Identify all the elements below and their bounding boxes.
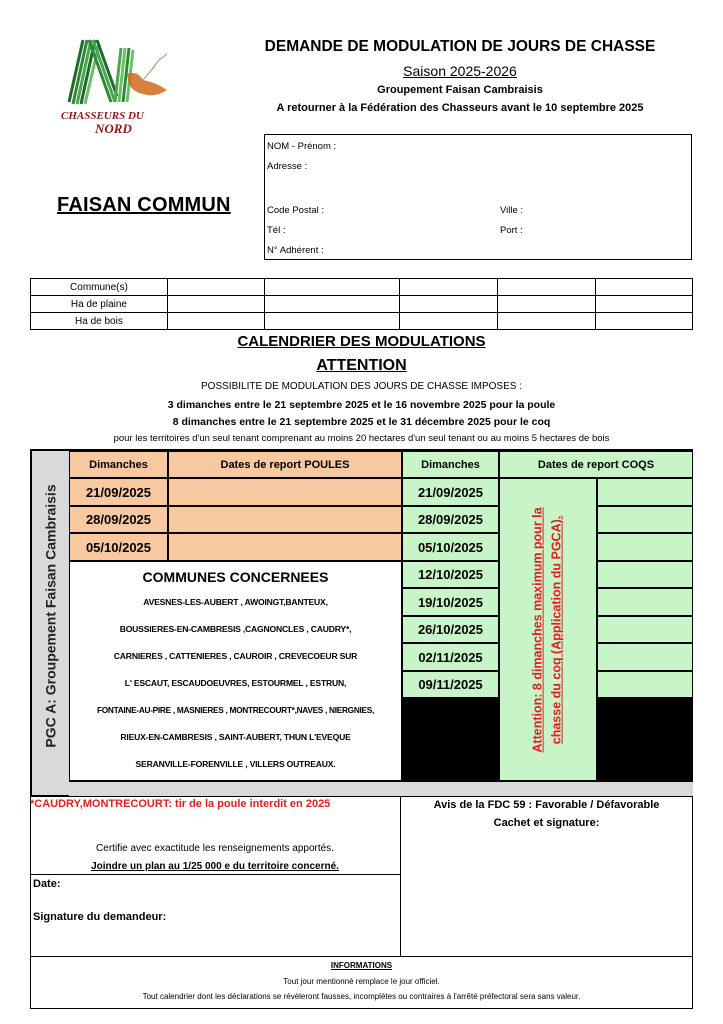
- calendar-title: CALENDRIER DES MODULATIONS: [237, 333, 486, 350]
- gray-bar: [69, 781, 693, 796]
- communes-line: L' ESCAUT, ESCAUDOEUVRES, ESTOURMEL , ESTRUN,: [124, 678, 347, 688]
- poule-report-input[interactable]: [168, 506, 402, 533]
- possibility-text: POSSIBILITE DE MODULATION DES JOURS DE CHASSE IMPOSES :: [201, 381, 522, 392]
- side-label: PGC A: Groupement Faisan Cambraisis: [42, 484, 59, 748]
- coq-report-input[interactable]: [597, 533, 693, 561]
- input-cell[interactable]: [596, 279, 693, 296]
- certify-text: Certifie avec exactitude les renseignements apportés.: [96, 843, 334, 854]
- poule-sunday: 21/09/2025: [69, 478, 168, 506]
- season: Saison 2025-2026: [403, 63, 517, 79]
- attention-heading: ATTENTION: [316, 357, 407, 374]
- modulation-calendar: [30, 449, 693, 797]
- poule-sunday: 05/10/2025: [69, 533, 168, 561]
- coq-sundays-header: Dimanches: [402, 451, 499, 478]
- blocked-cell: [402, 698, 499, 781]
- table-row: [31, 296, 693, 313]
- chasseurs-du-nord-logo-icon: [55, 30, 175, 110]
- coq-sunday: 21/09/2025: [402, 478, 499, 506]
- coq-sunday: 19/10/2025: [402, 588, 499, 616]
- coq-report-input[interactable]: [597, 616, 693, 643]
- address-field[interactable]: Adresse :: [267, 161, 308, 172]
- page-title: DEMANDE DE MODULATION DE JOURS DE CHASSE: [264, 38, 656, 55]
- coq-sunday: 02/11/2025: [402, 643, 499, 671]
- group-name: Groupement Faisan Cambraisis: [377, 84, 543, 96]
- coq-sunday: 26/10/2025: [402, 616, 499, 643]
- coq-sunday: 12/10/2025: [402, 561, 499, 588]
- input-cell[interactable]: [400, 296, 498, 313]
- input-cell[interactable]: [498, 313, 596, 330]
- member-number-field[interactable]: N° Adhérent :: [267, 245, 324, 256]
- coq-sunday: 28/09/2025: [402, 506, 499, 533]
- logo-text-line1: CHASSEURS DU: [61, 110, 144, 122]
- city-field[interactable]: Ville :: [500, 205, 524, 216]
- return-notice: A retourner à la Fédération des Chasseurs avant le 10 septembre 2025: [276, 102, 644, 114]
- commune-table: [30, 278, 693, 330]
- attach-plan-text: Joindre un plan au 1/25 000 e du territoire concerné.: [91, 861, 339, 872]
- input-cell[interactable]: [264, 279, 400, 296]
- communes-line: RIEUX-EN-CAMBRESIS , SAINT-AUBERT, THUN L'EVEQUE: [120, 732, 351, 742]
- identity-box: [264, 134, 692, 260]
- info-line: Tout jour mentionné remplace le jour officiel.: [283, 977, 440, 986]
- postal-code-field[interactable]: Code Postal :: [267, 205, 325, 216]
- poule-rule: 3 dimanches entre le 21 septembre 2025 et le 16 novembre 2025 pour la poule: [167, 399, 556, 411]
- logo-text-line2: NORD: [95, 121, 132, 136]
- stamp-label: Cachet et signature:: [493, 817, 600, 829]
- coq-reports-header: Dates de report COQS: [499, 451, 693, 478]
- coq-sunday: 05/10/2025: [402, 533, 499, 561]
- info-title: INFORMATIONS: [330, 961, 393, 970]
- info-divider: [30, 956, 693, 957]
- communes-box: [69, 561, 402, 781]
- row-label: Ha de bois: [31, 313, 168, 330]
- territory-rule: pour les territoires d'un seul tenant comprenant au moins 20 hectares d'un seul tenant ou au moins 5 hectares de bois: [113, 433, 610, 444]
- communes-line: FONTAINE-AU-PIRE , MASNIERES , MONTRECOURT*,NAVES , NIERGNIES,: [96, 705, 375, 715]
- row-label: Ha de plaine: [31, 296, 168, 313]
- row-label: Commune(s): [31, 279, 168, 296]
- coq-report-input[interactable]: [597, 588, 693, 616]
- input-cell[interactable]: [498, 279, 596, 296]
- input-cell[interactable]: [400, 313, 498, 330]
- input-cell[interactable]: [498, 296, 596, 313]
- input-cell[interactable]: [167, 279, 264, 296]
- date-field[interactable]: Date:: [33, 878, 61, 890]
- input-cell[interactable]: [167, 296, 264, 313]
- coq-report-input[interactable]: [597, 478, 693, 506]
- communes-line: AVESNES-LES-AUBERT , AWOINGT,BANTEUX,: [143, 597, 328, 607]
- fdc-opinion: Avis de la FDC 59 : Favorable / Défavorable: [433, 799, 660, 811]
- species-title: FAISAN COMMUN: [57, 194, 231, 216]
- input-cell[interactable]: [596, 296, 693, 313]
- blocked-cell: [597, 698, 693, 781]
- table-row: [31, 313, 693, 330]
- communes-line: CARNIERES , CATTENIERES , CAUROIR , CREVECOEUR SUR: [113, 651, 358, 661]
- poule-sundays-header: Dimanches: [69, 451, 168, 478]
- input-cell[interactable]: [400, 279, 498, 296]
- communes-line: SERANVILLE-FORENVILLE , VILLERS OUTREAUX.: [135, 759, 336, 769]
- name-field[interactable]: NOM - Prénom :: [267, 141, 337, 152]
- coq-report-input[interactable]: [597, 561, 693, 588]
- poule-reports-header: Dates de report POULES: [168, 451, 402, 478]
- coq-report-input[interactable]: [597, 643, 693, 671]
- restriction-note: *CAUDRY,MONTRECOURT: tir de la poule interdit en 2025: [30, 798, 331, 810]
- phone-field[interactable]: Tél :: [267, 225, 286, 236]
- info-line: Tout calendrier dont les déclarations se révèleront fausses, incomplètes ou contraires à l'arrêté préfectoral sera sans valeur.: [142, 992, 581, 1001]
- coq-report-input[interactable]: [597, 671, 693, 698]
- coq-report-input[interactable]: [597, 506, 693, 533]
- input-cell[interactable]: [264, 313, 400, 330]
- communes-line: BOUSSIERES-EN-CAMBRESIS ,CAGNONCLES , CAUDRY*,: [119, 624, 352, 634]
- input-cell[interactable]: [596, 313, 693, 330]
- poule-report-input[interactable]: [168, 533, 402, 561]
- table-row: [31, 279, 693, 296]
- poule-sunday: 28/09/2025: [69, 506, 168, 533]
- coq-rule: 8 dimanches entre le 21 septembre 2025 et le 31 décembre 2025 pour le coq: [172, 416, 551, 428]
- communes-title: COMMUNES CONCERNEES: [142, 569, 329, 585]
- poule-report-input[interactable]: [168, 478, 402, 506]
- mobile-field[interactable]: Port :: [500, 225, 523, 236]
- input-cell[interactable]: [167, 313, 264, 330]
- coq-warning-text: Attention: 8 dimanches maximum pour la chasse du coq (Application du PGCA).: [531, 506, 564, 753]
- coq-warning-box: [499, 478, 597, 781]
- coq-sunday: 09/11/2025: [402, 671, 499, 698]
- signature-field[interactable]: Signature du demandeur:: [33, 911, 167, 923]
- input-cell[interactable]: [264, 296, 400, 313]
- logo: [55, 30, 175, 136]
